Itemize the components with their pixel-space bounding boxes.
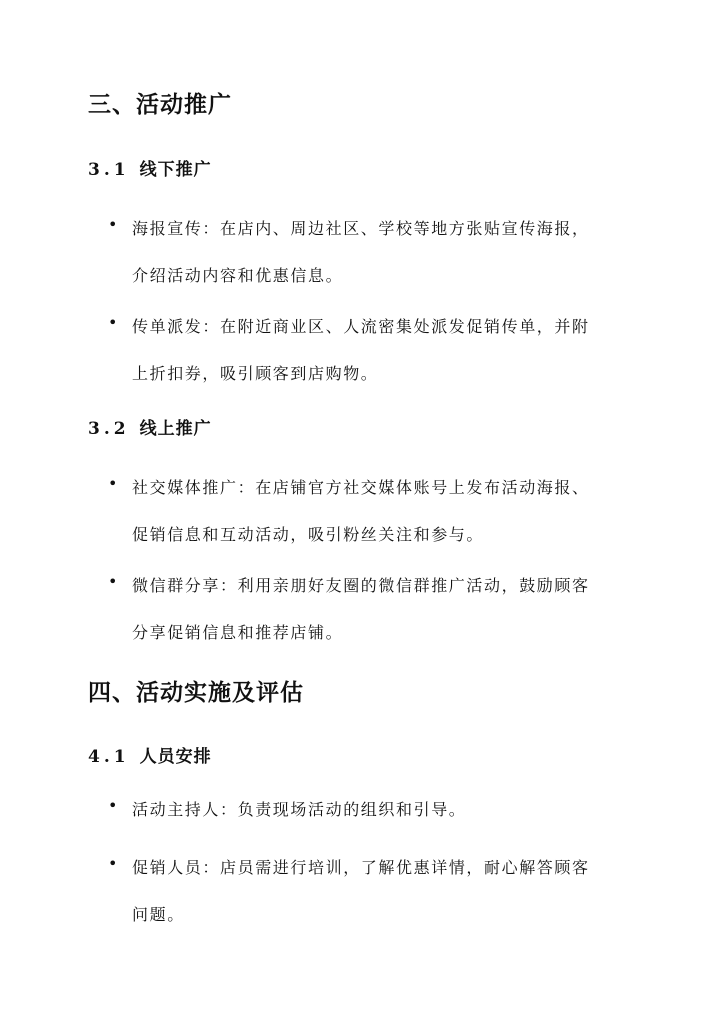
- list-item-line: 社交媒体推广：在店铺官方社交媒体账号上发布活动海报、: [132, 478, 590, 497]
- list-item: [108, 303, 628, 397]
- list-item-line: 介绍活动内容和优惠信息。: [132, 266, 344, 285]
- section-heading: 四、活动实施及评估: [88, 679, 304, 706]
- list-item-text: [132, 562, 628, 656]
- subsection-heading: [88, 742, 212, 767]
- list-item-line: 分享促销信息和推荐店铺。: [132, 623, 344, 642]
- subsection-number: 3.2: [88, 419, 130, 439]
- list-item-text: [132, 205, 628, 299]
- list-item: [108, 844, 628, 938]
- bullet: •: [108, 474, 118, 493]
- bullet: •: [108, 215, 118, 234]
- list-item-line: 海报宣传：在店内、周边社区、学校等地方张贴宣传海报，: [132, 219, 590, 238]
- list-item-line: 促销人员：店员需进行培训，了解优惠详情，耐心解答顾客: [132, 858, 590, 877]
- bullet: •: [108, 796, 118, 815]
- bullet: •: [108, 572, 118, 591]
- list-item-text: [132, 844, 628, 938]
- list-item-line: 活动主持人：负责现场活动的组织和引导。: [132, 800, 467, 819]
- list-item-text: [132, 464, 628, 558]
- subsection-heading: [88, 414, 212, 439]
- list-item-text: [132, 303, 628, 397]
- list-item: [108, 786, 628, 833]
- subsection-number: 4.1: [88, 747, 130, 767]
- list-item-text: [132, 786, 628, 833]
- bullet: •: [108, 313, 118, 332]
- list-item: [108, 562, 628, 656]
- subsection-number: 3.1: [88, 160, 130, 180]
- subsection-title: 人员安排: [139, 747, 212, 767]
- section-heading: 三、活动推广: [88, 91, 232, 118]
- subsection-title: 线上推广: [139, 419, 212, 439]
- list-item-line: 微信群分享：利用亲朋好友圈的微信群推广活动，鼓励顾客: [132, 576, 590, 595]
- list-item: [108, 205, 628, 299]
- subsection-heading: [88, 155, 212, 180]
- list-item-line: 问题。: [132, 905, 185, 924]
- bullet: •: [108, 854, 118, 873]
- list-item-line: 上折扣券，吸引顾客到店购物。: [132, 364, 379, 383]
- subsection-title: 线下推广: [139, 160, 212, 180]
- list-item: [108, 464, 628, 558]
- list-item-line: 促销信息和互动活动，吸引粉丝关注和参与。: [132, 525, 485, 544]
- list-item-line: 传单派发：在附近商业区、人流密集处派发促销传单，并附: [132, 317, 590, 336]
